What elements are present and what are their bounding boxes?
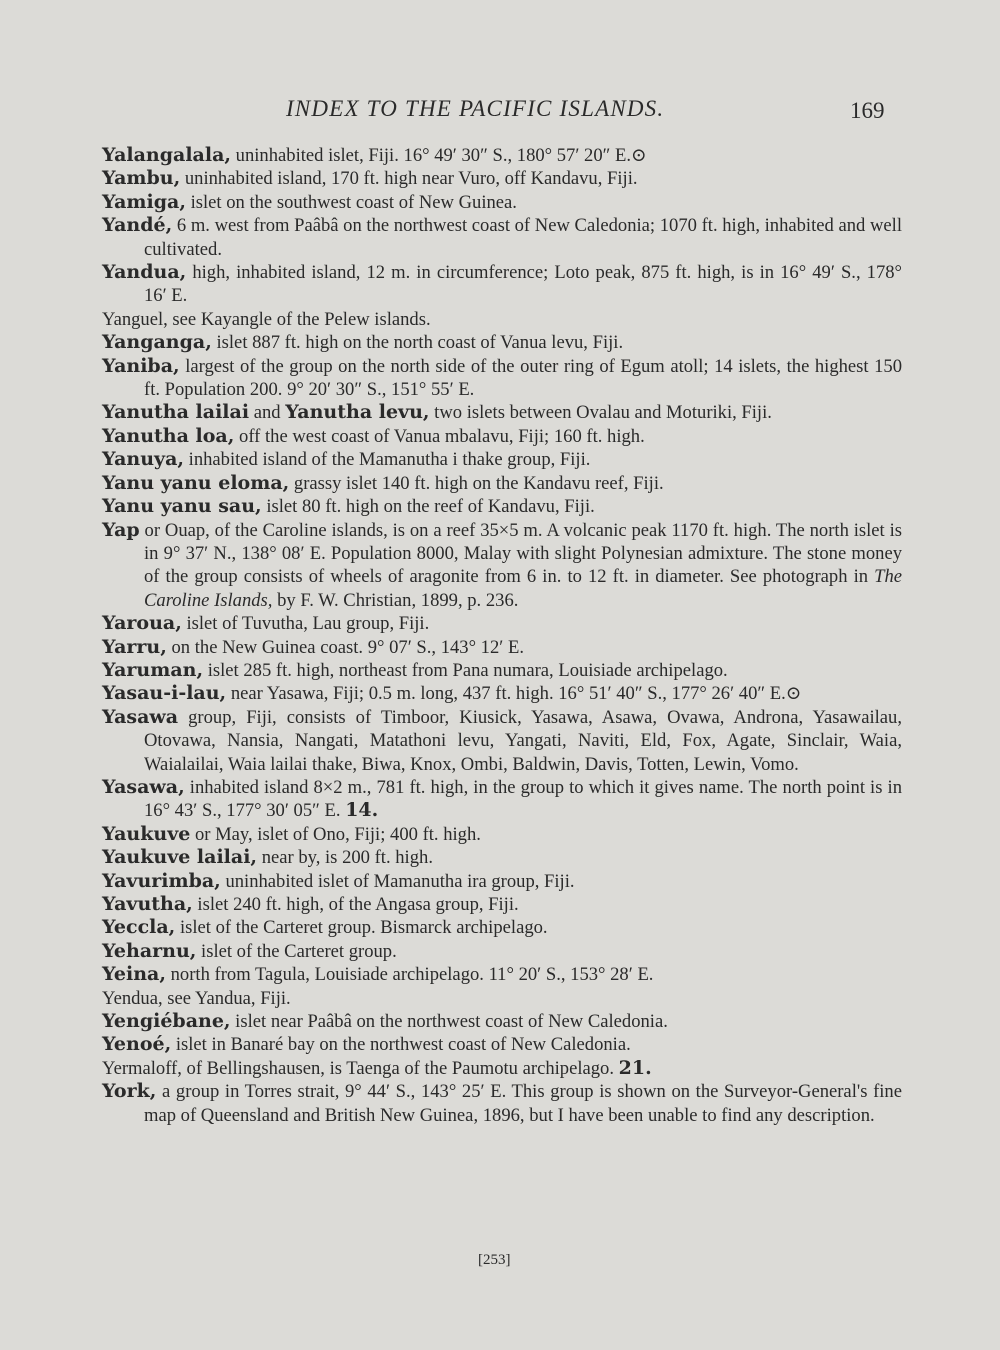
entry-text: inhabited island of the Mamanutha i thake group, Fiji. bbox=[184, 449, 591, 471]
entry-headword: Yanganga, bbox=[102, 331, 212, 354]
entry-headword: Yavutha, bbox=[102, 893, 193, 915]
entry-headword: Yanutha loa, bbox=[102, 424, 235, 447]
index-entries bbox=[102, 144, 902, 1127]
index-entry bbox=[102, 191, 902, 214]
entry-headword: Yanuya, bbox=[102, 448, 184, 471]
index-entry bbox=[102, 167, 902, 190]
entry-text: islet 80 ft. high on the reef of Kandavu, Fiji. bbox=[261, 496, 595, 518]
entry-headword: Yap bbox=[102, 518, 140, 541]
entry-headword: Yavurimba, bbox=[102, 869, 221, 892]
entry-title-italic: The Caroline Islands, bbox=[144, 566, 902, 611]
folio-number: [253] bbox=[478, 1252, 511, 1268]
entry-text: largest of the group on the north side of the outer ring of Egum atoll; 14 islets, the highest 150 ft. Population 200. 9° 20′ 30″ S., 151° 55′ E. bbox=[144, 355, 902, 401]
index-entry bbox=[102, 1010, 902, 1033]
index-entry bbox=[102, 870, 902, 893]
entry-text: islet near Paâbâ on the northwest coast of New Caledonia. bbox=[230, 1011, 668, 1033]
index-entry bbox=[102, 1057, 902, 1080]
index-entry bbox=[102, 636, 902, 659]
entry-text: or May, islet of Ono, Fiji; 400 ft. high. bbox=[190, 823, 481, 845]
entry-text: north from Tagula, Louisiade archipelago. 11° 20′ S., 153° 28′ E. bbox=[165, 964, 654, 986]
index-entry bbox=[102, 612, 902, 635]
entry-headword: Yeina, bbox=[102, 963, 166, 986]
entry-text: uninhabited islet of Mamanutha ira group, Fiji. bbox=[220, 870, 575, 892]
index-entry bbox=[102, 401, 902, 424]
entry-reference-number: 21. bbox=[618, 1056, 652, 1079]
page-number: 169 bbox=[850, 98, 885, 123]
entry-text: islet of the Carteret group. Bismarck archipelago. bbox=[175, 917, 548, 939]
entry-headword: Yasawa bbox=[102, 705, 179, 728]
index-entry bbox=[102, 846, 902, 869]
index-entry bbox=[102, 659, 902, 682]
entry-headword: Yanu yanu sau, bbox=[102, 495, 262, 518]
entry-text: islet 285 ft. high, northeast from Pana numara, Louisiade archipelago. bbox=[203, 659, 728, 681]
index-entry bbox=[102, 963, 902, 986]
entry-text: high, inhabited island, 12 m. in circumference; Loto peak, 875 ft. high, is in 16° 49′ S., 178° 16′ E. bbox=[144, 262, 902, 307]
entry-text: grassy islet 140 ft. high on the Kandavu reef, Fiji. bbox=[289, 472, 664, 494]
entry-headword: Yaukuve lailai, bbox=[102, 846, 258, 869]
index-entry bbox=[102, 144, 902, 167]
entry-headword: Yalangalala, bbox=[102, 144, 232, 166]
entry-text: off the west coast of Vanua mbalavu, Fiji; 160 ft. high. bbox=[234, 425, 645, 447]
index-entry bbox=[102, 308, 902, 331]
entry-text: two islets between Ovalau and Moturiki, Fiji. bbox=[429, 402, 772, 424]
entry-text: Yendua, see Yandua, Fiji. bbox=[102, 987, 291, 1009]
entry-text: islet 887 ft. high on the north coast of Vanua levu, Fiji. bbox=[211, 332, 624, 354]
entry-headword: Yamiga, bbox=[102, 190, 186, 213]
entry-text: uninhabited island, 170 ft. high near Vuro, off Kandavu, Fiji. bbox=[180, 168, 638, 190]
entry-text: and bbox=[249, 402, 286, 424]
index-entry bbox=[102, 425, 902, 448]
entry-text: uninhabited islet, Fiji. 16° 49′ 30″ S., 180° 57′ 20″ E.⊙ bbox=[231, 145, 647, 166]
index-entry bbox=[102, 355, 902, 402]
entry-text: islet of the Carteret group. bbox=[196, 940, 397, 962]
entry-headword: Yaroua, bbox=[102, 612, 182, 635]
entry-text: near Yasawa, Fiji; 0.5 m. long, 437 ft. high. 16° 51′ 40″ S., 177° 26′ 40″ E.⊙ bbox=[226, 683, 802, 705]
index-entry bbox=[102, 776, 902, 823]
entry-text: or Ouap, of the Caroline islands, is on a reef 35×5 m. A volcanic peak 1170 ft. high. The north islet is in 9° 37′ N., 138° 08′ E. Population 8000, Malay with slight Polynesian admixture. The stone money of the group consists of wheels of aragonite from 6 in. to 12 ft. in diameter. See photograph in bbox=[139, 519, 902, 588]
index-entry bbox=[102, 1080, 902, 1127]
entry-headword: Yanutha levu, bbox=[285, 401, 430, 424]
entry-headword: Yaniba, bbox=[102, 354, 180, 377]
entry-headword: Yengiébane, bbox=[102, 1010, 231, 1033]
index-entry bbox=[102, 448, 902, 471]
entry-text: on the New Guinea coast. 9° 07′ S., 143° 12′ E. bbox=[166, 636, 524, 658]
running-head: INDEX TO THE PACIFIC ISLANDS. bbox=[286, 96, 665, 121]
index-entry bbox=[102, 519, 902, 613]
index-entry bbox=[102, 893, 902, 916]
index-entry bbox=[102, 1033, 902, 1056]
index-entry bbox=[102, 261, 902, 308]
entry-reference-number: 14. bbox=[345, 799, 379, 822]
entry-headword: Yaruman, bbox=[102, 658, 204, 681]
entry-text: by F. W. Christian, 1899, p. 236. bbox=[272, 589, 519, 611]
entry-text: group, Fiji, consists of Timboor, Kiusick, Yasawa, Asawa, Ovawa, Androna, Yasawailau, Otovawa, Nansia, Nangati, Matathoni levu, Yangati, Naviti, Eld, Fox, Agate, Sinclair, Waia, Waialailai, Waia lailai thake, Biwa, Knox, Ombi, Baldwin, Davis, Totten, Lewin, Vomo. bbox=[144, 706, 902, 775]
entry-headword: Yambu, bbox=[102, 167, 181, 190]
entry-headword: Yaukuve bbox=[102, 822, 191, 845]
entry-headword: Yeharnu, bbox=[102, 939, 197, 962]
entry-headword: York, bbox=[102, 1080, 157, 1103]
entry-text: inhabited island 8×2 m., 781 ft. high, in the group to which it gives name. The north point is in 16° 43′ S., 177° 30′ 05″ E. bbox=[144, 776, 902, 822]
index-entry bbox=[102, 331, 902, 354]
entry-headword: Yeccla, bbox=[102, 916, 176, 939]
index-entry bbox=[102, 214, 902, 261]
index-entry bbox=[102, 495, 902, 518]
index-entry bbox=[102, 916, 902, 939]
index-entry bbox=[102, 472, 902, 495]
page-header bbox=[0, 96, 1000, 132]
index-entry bbox=[102, 940, 902, 963]
entry-text: islet 240 ft. high, of the Angasa group, Fiji. bbox=[192, 894, 519, 915]
entry-text: islet in Banaré bay on the northwest coast of New Caledonia. bbox=[171, 1034, 631, 1056]
entry-headword: Yenoé, bbox=[102, 1033, 172, 1056]
entry-headword: Yasau-i-lau, bbox=[102, 682, 227, 705]
entry-text: Yermaloff, of Bellingshausen, is Taenga of the Paumotu archipelago. bbox=[102, 1057, 619, 1079]
entry-headword: Yandé, bbox=[102, 214, 173, 237]
entry-headword: Yandua, bbox=[102, 261, 187, 284]
index-entry bbox=[102, 706, 902, 776]
entry-text: 6 m. west from Paâbâ on the northwest coast of New Caledonia; 1070 ft. high, inhabited and well cultivated. bbox=[144, 215, 902, 260]
entry-headword: Yanu yanu eloma, bbox=[102, 471, 290, 494]
entry-headword: Yarru, bbox=[102, 635, 167, 658]
index-entry bbox=[102, 682, 902, 705]
entry-text: islet on the southwest coast of New Guinea. bbox=[185, 191, 517, 213]
entry-headword: Yasawa, bbox=[102, 775, 185, 798]
index-entry bbox=[102, 823, 902, 846]
entry-text: Yanguel, see Kayangle of the Pelew islands. bbox=[102, 308, 431, 330]
entry-text: near by, is 200 ft. high. bbox=[257, 847, 433, 869]
entry-text: a group in Torres strait, 9° 44′ S., 143° 25′ E. This group is shown on the Surveyor-General's fine map of Queensland and British New Guinea, 1896, but I have been unable to find any description. bbox=[144, 1081, 902, 1126]
entry-text: islet of Tuvutha, Lau group, Fiji. bbox=[181, 613, 430, 635]
index-entry bbox=[102, 987, 902, 1010]
entry-headword: Yanutha lailai bbox=[102, 401, 250, 424]
